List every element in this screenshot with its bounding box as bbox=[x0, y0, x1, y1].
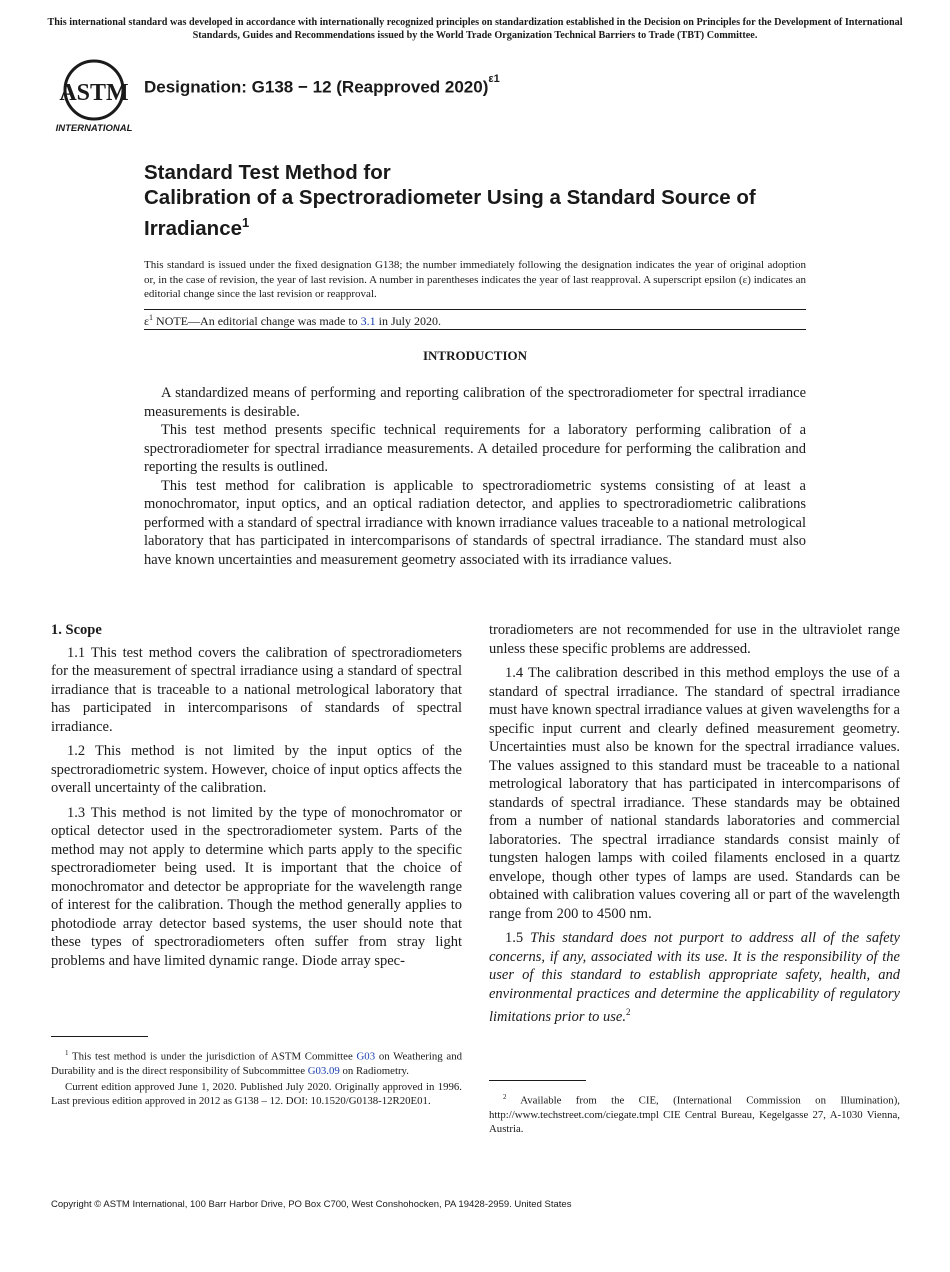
paragraph-1-5-number: 1.5 bbox=[505, 930, 531, 946]
logo-subtext: INTERNATIONAL bbox=[55, 123, 133, 134]
paragraph-1-5 bbox=[489, 929, 900, 1026]
footnote-2-body: Available from the CIE, (International Commission on Illumination), http://www.techstreet.com/ciegate.tmpl CIE Central Bureau, Kegelgasse 27, A-1030 Vienna, Austria. bbox=[489, 1094, 900, 1135]
intro-paragraph: A standardized means of performing and reporting calibration of the spectroradiometer for spectral irradiance measurements is desirable. bbox=[144, 385, 806, 420]
footnote-edition: Current edition approved June 1, 2020. Published July 2020. Originally approved in 1996. Last previous edition approved in 2012 as G138 – 12. DOI: 10.1520/G0138-12R20E01. bbox=[51, 1080, 462, 1107]
footnote-1 bbox=[51, 1046, 462, 1110]
top-notice: This international standard was developed in accordance with internationally recognized principles on standardization established in the Decision on Principles for the Development of International Standards, Guides and Recommendations issued by the World Trade Organization Technical Barriers to Trade (TBT) Committee. bbox=[47, 17, 903, 41]
introduction bbox=[144, 384, 806, 569]
title-line1: Standard Test Method for bbox=[144, 161, 391, 184]
footnote-divider bbox=[51, 1036, 148, 1037]
footnote-1-sup: 1 bbox=[65, 1049, 69, 1057]
safety-statement: This standard does not purport to address all of the safety concerns, if any, associated with its use. It is the responsibility of the user of this standard to establish appropriate safety, health, and environmental practices and determine the applicability of regulatory limitations prior to use. bbox=[489, 930, 900, 1025]
note-section-link[interactable]: 3.1 bbox=[360, 314, 376, 328]
paragraph-1-2: 1.2 This method is not limited by the input optics of the spectroradiometric system. However, choice of input optics affects the overall uncertainty of the calibration. bbox=[51, 743, 462, 796]
paragraph-1-4: 1.4 The calibration described in this method employs the use of a standard of spectral irradiance. The standard of spectral irradiance must have known spectral irradiance values at given wavelengths for a specific input current and clearly defined measurement geometry. Uncertainties must also be known for the spectral irradiance values. The values assigned to this standard must be traceable to a national metrological laboratory that has participated in intercomparisons of standards of spectral irradiance. These standards may be obtained from a number of national standards laboratories and commercial laboratories. The spectral irradiance standards consist mainly of tungsten halogen lamps with coiled filaments enclosed in a quartz envelope, though other types of lamps are used. Standards can be obtained with calibration values covering all or part of the wavelength range from 200 to 4500 nm. bbox=[489, 665, 900, 922]
footnote-1-a: This test method is under the jurisdiction of ASTM Committee bbox=[68, 1050, 357, 1063]
footnote-divider bbox=[489, 1080, 586, 1081]
title-line2-text: Calibration of a Spectroradiometer Using a Standard Source of Irradiance bbox=[144, 186, 756, 240]
note-text-after: in July 2020. bbox=[375, 314, 441, 328]
copyright: Copyright © ASTM International, 100 Barr Harbor Drive, PO Box C700, West Conshohocken, PA 19428-2959. United States bbox=[51, 1199, 572, 1210]
designation bbox=[144, 73, 500, 98]
footnote-2 bbox=[489, 1090, 900, 1138]
divider bbox=[144, 309, 806, 310]
editorial-note bbox=[144, 313, 441, 329]
note-sup: 1 bbox=[149, 313, 154, 322]
section-heading: 1. Scope bbox=[51, 622, 102, 638]
logo-text: ASTM bbox=[59, 80, 129, 106]
right-column bbox=[489, 621, 900, 1032]
footnote-2-text bbox=[489, 1090, 900, 1136]
title-line2 bbox=[144, 185, 824, 241]
note-prefix: ε bbox=[144, 314, 150, 328]
footnote-1-c: on Radiometry. bbox=[339, 1064, 409, 1077]
paragraph-1-3: 1.3 This method is not limited by the type of monochromator or optical detector used in the spectroradiometer system. Parts of the method may not apply to determine which parts apply to the specific spectroradiometer being used. It is important that the choice of monochromator and detector be appropriate for the wavelength range of interest for the calibration. Though the method generally applies to photodiode array detector based systems, the user should note that these types of spectroradiometers often suffer from stray light problems and have limited dynamic range. Diode array spec- bbox=[51, 804, 462, 969]
intro-paragraph: This test method presents specific technical requirements for a laboratory performing calibration of a spectroradiometer for spectral irradiance measurements. A detailed procedure for performing the calibration and reporting the results is outlined. bbox=[144, 422, 806, 475]
designation-sup: ε1 bbox=[488, 73, 500, 85]
divider bbox=[144, 329, 806, 330]
paragraph-1-1: 1.1 This test method covers the calibration of spectroradiometers for the measurement of spectral irradiance using a standard of spectral irradiance that is traceable to a national metrological laboratory that has participated in intercomparisons of standards of spectral irradiance. bbox=[51, 644, 462, 735]
intro-paragraph: This test method for calibration is applicable to spectroradiometric systems consisting of at least a monochromator, input optics, and an optical radiation detector, and applies to spectroradiometric calibrations performed with a standard of spectral irradiance with known irradiance values traceable to a national metrological laboratory that has participated in intercomparisons of standards of spectral irradiance. The standard must also have known uncertainties and measurement geometry associated with its irradiance values. bbox=[144, 477, 806, 568]
designation-text: Designation: G138 − 12 (Reapproved 2020) bbox=[144, 77, 489, 97]
note-text: NOTE—An editorial change was made to bbox=[153, 314, 361, 328]
intro-heading: INTRODUCTION bbox=[422, 348, 527, 363]
footnote-2-sup: 2 bbox=[503, 1093, 507, 1101]
footnote-ref: 2 bbox=[625, 1007, 631, 1017]
subcommittee-link[interactable]: G03.09 bbox=[307, 1064, 340, 1077]
issue-statement: This standard is issued under the fixed designation G138; the number immediately following the designation indicates the year of original adoption or, in the case of revision, the year of last revision. A number in parentheses indicates the year of last reapproval. A superscript epsilon (ε) indicates an editorial change since the last revision or reapproval. bbox=[144, 259, 806, 300]
footnote-1-text bbox=[51, 1046, 462, 1078]
footnote-1-b: on Weathering and Durability and is the direct responsibility of Subcommittee bbox=[51, 1050, 462, 1077]
paragraph-1-3-cont: troradiometers are not recommended for use in the ultraviolet range unless these specific problems are addressed. bbox=[489, 622, 900, 657]
left-column bbox=[51, 621, 462, 976]
page-title bbox=[144, 160, 824, 241]
astm-logo bbox=[52, 58, 136, 134]
title-sup: 1 bbox=[242, 215, 250, 230]
committee-link[interactable]: G03 bbox=[356, 1050, 376, 1063]
